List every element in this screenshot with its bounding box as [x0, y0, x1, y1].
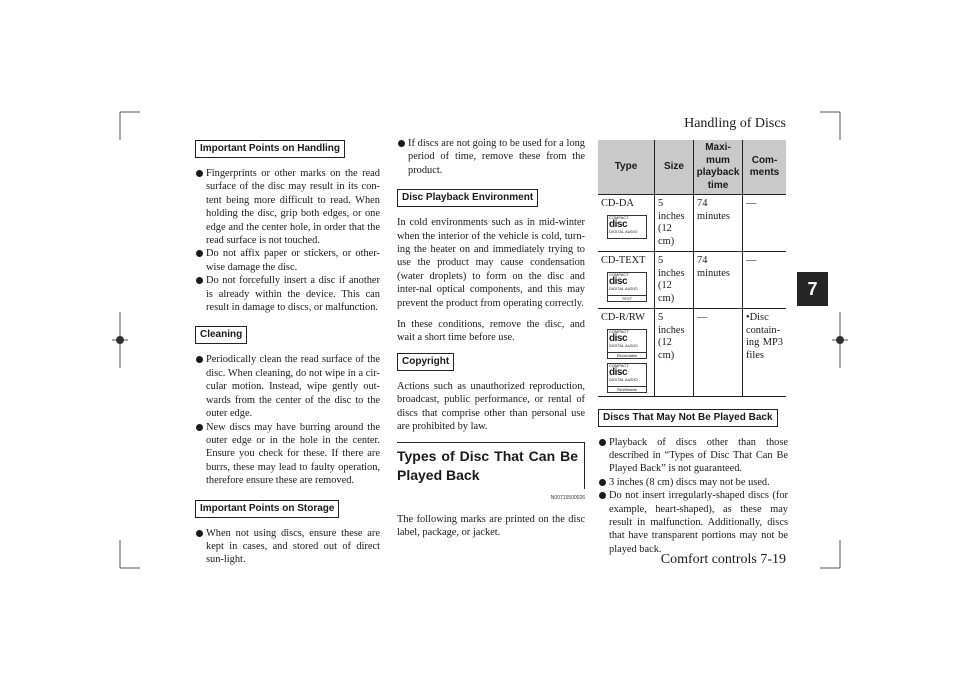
disc-size-cell: 5 inches (12 cm) [655, 309, 694, 397]
logo-bottom-text: DIGITAL AUDIO [609, 229, 638, 234]
heading-cannot-play: Discs That May Not Be Played Back [598, 409, 778, 427]
paragraph: The following marks are printed on the disc label, package, or jacket. [397, 513, 585, 539]
table-header: Size [655, 140, 694, 195]
heading-handling: Important Points on Handling [195, 140, 345, 158]
logo-top-text: COMPACT [609, 328, 629, 334]
logo-disc-text: disc [609, 333, 628, 344]
logo-top-text: COMPACT [609, 214, 629, 220]
bullet-item: Playback of discs other than those described in “Types of Disc That Can Be Played Back” is not guaranteed. [598, 436, 788, 476]
logo-disc-text: disc [609, 276, 628, 287]
heading-copyright: Copyright [397, 353, 454, 371]
reference-code: N00715500026 [550, 494, 585, 501]
compact-disc-logo [607, 272, 647, 302]
disc-size-cell: 5 inches (12 cm) [655, 195, 694, 252]
table-header: Com-ments [743, 140, 787, 195]
disc-time-cell: 74 minutes [694, 252, 743, 309]
disc-type-label: CD-DA [601, 198, 634, 209]
logo-disc-text: disc [609, 219, 628, 230]
bullet-item: Fingerprints or other marks on the read surface of the disc may result in its con-tent being more difficult to read. When holding the disc, grip both edges, or one edge and the center hole, in order that the read surface is not touched. [195, 167, 380, 247]
chapter-tab: 7 [797, 272, 828, 306]
disc-time-cell: — [694, 309, 743, 397]
logo-disc-text: disc [609, 367, 628, 378]
page-header-title: Handling of Discs [684, 116, 786, 131]
table-row [598, 309, 786, 397]
heading-storage: Important Points on Storage [195, 500, 339, 518]
logo-sub-text: ReWritable [608, 386, 646, 392]
disc-type-cell [598, 195, 655, 252]
page-footer: Comfort controls 7-19 [660, 552, 786, 567]
bullet-item: Do not forcefully insert a disc if another is already within the device. This can result in damage to discs, or malfunction. [195, 274, 380, 314]
bullet-item: When not using discs, ensure these are kept in cases, and stored out of direct sun-light. [195, 527, 380, 567]
bullet-item: New discs may have burring around the outer edge or in the hole in the center. Ensure you check for these. If there are burrs, these may lead to faulty operation, therefore ensure these are removed. [195, 421, 380, 488]
logo-sub-text: Recordable [608, 352, 646, 358]
column-left [195, 140, 380, 567]
logo-top-text: COMPACT [609, 271, 629, 277]
paragraph: In these conditions, remove the disc, and wait a short time before use. [397, 319, 585, 344]
disc-comments-cell: — [743, 252, 787, 309]
column-middle [397, 137, 585, 548]
bullet-item: Do not insert irregularly-shaped discs (for example, heart-shaped), as these may result in malfunction. Additionally, discs that have transparent portions may not be played back. [598, 489, 788, 556]
logo-bottom-text: DIGITAL AUDIO [609, 343, 638, 348]
heading-playback-environment: Disc Playback Environment [397, 189, 538, 207]
disc-type-cell [598, 309, 655, 397]
compact-disc-logo [607, 329, 647, 359]
disc-types-table [598, 140, 786, 397]
disc-time-cell: 74 minutes [694, 195, 743, 252]
disc-comments-cell: •Disc contain-ing MP3 files [743, 309, 787, 397]
table-header: Type [598, 140, 655, 195]
bullet-item: If discs are not going to be used for a long period of time, remove these from the product. [397, 137, 585, 177]
bullet-item: 3 inches (8 cm) discs may not be used. [598, 476, 788, 489]
paragraph: Actions such as unauthorized reproduction, broadcast, public performance, or rental of discs that comprise other than personal use are prohibited by law. [397, 380, 585, 433]
heading-cleaning: Cleaning [195, 326, 247, 344]
table-header: Maxi-mum playback time [694, 140, 743, 195]
column-right [598, 140, 788, 556]
disc-type-label: CD-R/RW [601, 312, 645, 323]
table-row [598, 252, 786, 309]
bullet-item: Periodically clean the read surface of the disc. When cleaning, do not wipe in a cir-cular motion. Instead, wipe gently out-wards from the center of the disc to the outer edge. [195, 353, 380, 420]
disc-size-cell: 5 inches (12 cm) [655, 252, 694, 309]
paragraph: In cold environments such as in mid-winter when the interior of the vehicle is cold, turn-ing the heater on and immediately trying to use the product may cause condensation (water droplets) to form on the disc and inter-nal optical components, and this may prevent the product from operating correctly. [397, 217, 585, 309]
section-title-types-of-disc: Types of Disc That Can Be Played Back [397, 442, 585, 489]
disc-type-label: CD-TEXT [601, 255, 646, 266]
logo-bottom-text: DIGITAL AUDIO [609, 286, 638, 291]
table-row [598, 195, 786, 252]
logo-top-text: COMPACT [609, 362, 629, 368]
disc-comments-cell: — [743, 195, 787, 252]
logo-bottom-text: DIGITAL AUDIO [609, 377, 638, 382]
disc-type-cell [598, 252, 655, 309]
logo-sub-text: TEXT [608, 295, 646, 301]
bullet-item: Do not affix paper or stickers, or other-wise damage the disc. [195, 247, 380, 274]
compact-disc-logo [607, 363, 647, 393]
compact-disc-logo [607, 215, 647, 239]
